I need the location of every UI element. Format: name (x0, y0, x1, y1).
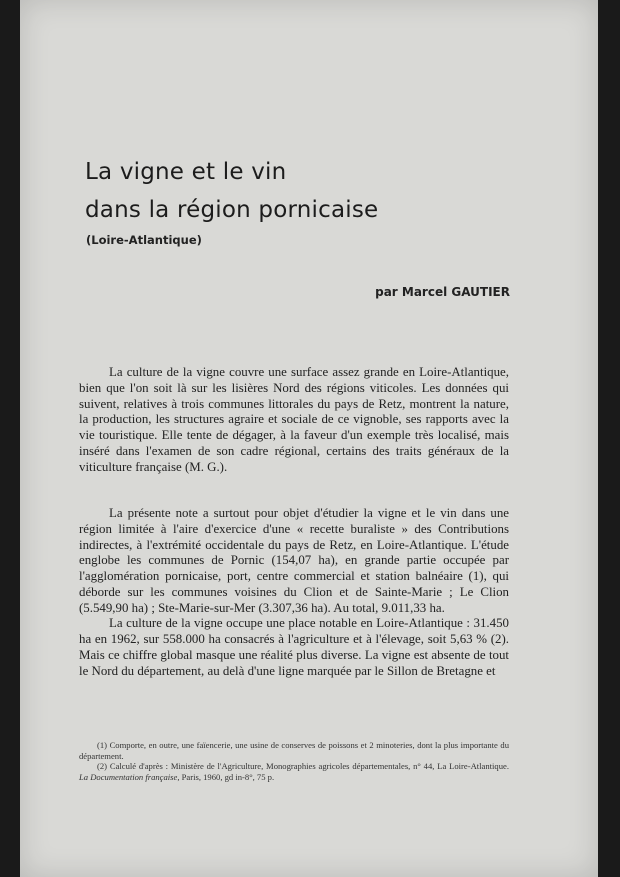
footnote-2 (79, 761, 509, 782)
footnote-2-publisher: La Documentation française (79, 771, 178, 782)
title-line-2: dans la région pornicaise (85, 197, 379, 223)
footnote-2-text: (2) Calculé d'après : Ministère de l'Agriculture, Monographies agricoles départementales, n° 44, La Loire-Atlantique. (97, 761, 509, 771)
main-text (79, 506, 509, 679)
footnote-1: (1) Comporte, en outre, une faïencerie, une usine de conserves de poissons et 2 minoteries, dont la plus importante du département. (79, 740, 509, 761)
body-paragraph-2: La culture de la vigne occupe une place notable en Loire-Atlantique : 31.450 ha en 1962, sur 558.000 ha consacrés à l'agriculture et à l'élevage, soit 5,63 % (2). Mais ce chiffre global masque une réalité plus diverse. La vigne est absente de tout le Nord du département, au delà d'une ligne marquée par le Sillon de Bretagne et (79, 616, 509, 678)
footnotes (79, 740, 509, 782)
body-paragraph-1: La présente note a surtout pour objet d'étudier la vigne et le vin dans une région limitée à l'aire d'exercice d'une « recette buraliste » des Contributions indirectes, à l'extrémité occidentale du pays de Retz, en Loire-Atlantique. L'étude englobe les communes de Pornic (154,07 ha), en grande partie occupée par l'agglomération pornicaise, port, centre commercial et station balnéaire (1), qui déborde sur les communes voisines du Clion et de Sainte-Marie ; Le Clion (5.549,90 ha) ; Ste-Marie-sur-Mer (3.307,36 ha). Au total, 9.011,33 ha. (79, 506, 509, 615)
article-title (85, 153, 378, 229)
intro-paragraph: La culture de la vigne couvre une surface assez grande en Loire-Atlantique, bien que l'on soit là sur les lisières Nord des régions viticoles. Les données qui suivent, relatives à trois communes littorales du pays de Retz, montrent la nature, la production, les structures agraire et sociale de ce vignoble, ses rapports avec la vie touristique. Elle tente de dégager, à la faveur d'un exemple très localisé, mais inséré dans l'examen de son cadre régional, certains des traits généraux de la viticulture française (M. G.). (79, 365, 509, 474)
footnote-2-tail: , Paris, 1960, gd in-8°, 75 p. (177, 771, 275, 782)
intro-abstract (79, 365, 509, 475)
article-subtitle: (Loire-Atlantique) (86, 233, 202, 247)
article-author: par Marcel GAUTIER (375, 285, 510, 299)
title-line-1: La vigne et le vin (85, 159, 287, 185)
page (20, 0, 598, 877)
